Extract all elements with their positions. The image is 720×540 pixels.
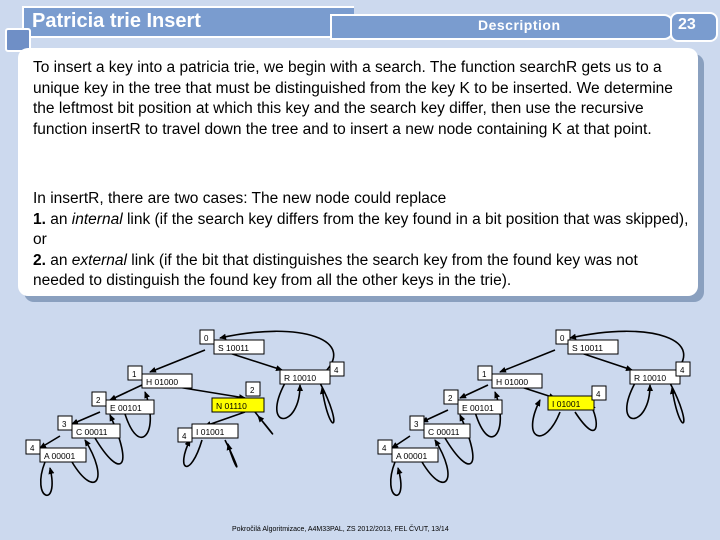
- svg-text:3: 3: [62, 420, 67, 429]
- svg-text:3: 3: [414, 420, 419, 429]
- case2-pre: an: [45, 251, 72, 269]
- right-node-E: [444, 390, 502, 414]
- svg-text:A 00001: A 00001: [44, 451, 76, 461]
- left-node-I: [178, 424, 238, 442]
- svg-text:R 10010: R 10010: [284, 373, 317, 383]
- case1-emphasis: internal: [71, 210, 123, 228]
- svg-text:2: 2: [448, 394, 453, 403]
- svg-text:4: 4: [596, 390, 601, 399]
- left-node-A: [26, 440, 86, 462]
- svg-text:I 01001: I 01001: [552, 399, 581, 409]
- right-trie: [378, 330, 690, 495]
- left-node-S: [200, 330, 264, 354]
- svg-text:S 10011: S 10011: [572, 343, 604, 353]
- svg-text:C 00011: C 00011: [76, 427, 108, 437]
- case1-number: 1.: [33, 210, 46, 228]
- paragraph-two-cases: [33, 189, 693, 292]
- title-underline: [22, 36, 352, 38]
- right-node-A: [378, 440, 438, 462]
- section-label: Description: [478, 17, 561, 33]
- svg-text:2: 2: [96, 396, 101, 405]
- svg-text:0: 0: [560, 334, 565, 343]
- case2-emphasis: external: [71, 251, 127, 269]
- svg-text:R 10010: R 10010: [634, 373, 667, 383]
- svg-text:4: 4: [30, 444, 35, 453]
- svg-text:C 00011: C 00011: [428, 427, 460, 437]
- svg-text:4: 4: [334, 366, 339, 375]
- cases-intro: In insertR, there are two cases: The new node could replace: [33, 190, 447, 207]
- case1-text: link (if the search key differs from the key found in a bit position that was skipped), or: [33, 210, 689, 248]
- footer-text: Pokročilá Algoritmizace, A4M33PAL, ZS 2012/2013, FEL ČVUT, 13/14: [232, 526, 449, 533]
- case1-pre: an: [45, 210, 72, 228]
- left-trie: [26, 330, 344, 495]
- right-node-R: [630, 362, 690, 384]
- svg-text:H 01000: H 01000: [496, 377, 529, 387]
- slide-title: Patricia trie Insert: [32, 10, 201, 32]
- svg-text:H 01000: H 01000: [146, 377, 179, 387]
- svg-text:1: 1: [482, 370, 487, 379]
- svg-text:4: 4: [182, 432, 187, 441]
- svg-text:S 10011: S 10011: [218, 343, 250, 353]
- svg-text:I 01001: I 01001: [196, 427, 225, 437]
- paragraph-insert-description: To insert a key into a patricia trie, we begin with a search. The function searchR gets us to a unique key in the tree that must be distinguished from the key K to be inserted. We determine the leftmost bit position at which this key and the search key differ, then use the recursive function insertR to travel down the tree and to insert a new node containing K at that point.: [33, 59, 673, 138]
- svg-text:E 00101: E 00101: [110, 403, 142, 413]
- svg-text:0: 0: [204, 334, 209, 343]
- left-node-E: [92, 392, 154, 414]
- svg-text:4: 4: [382, 444, 387, 453]
- right-node-S: [556, 330, 618, 354]
- right-node-I: [548, 386, 606, 410]
- svg-text:4: 4: [680, 366, 685, 375]
- patricia-trie-diagram: [0, 300, 720, 525]
- svg-text:2: 2: [250, 386, 255, 395]
- case2-number: 2.: [33, 251, 46, 269]
- svg-text:N 01110: N 01110: [216, 401, 247, 411]
- svg-text:1: 1: [132, 370, 137, 379]
- left-node-R: [280, 362, 344, 384]
- page-number: 23: [678, 16, 696, 33]
- svg-text:A 00001: A 00001: [396, 451, 428, 461]
- case2-text: link (if the bit that distinguishes the search key from the found key was not needed to distinguish the found key from all the other keys in the trie).: [33, 251, 638, 289]
- left-node-C: [58, 416, 120, 438]
- svg-text:E 00101: E 00101: [462, 403, 494, 413]
- right-node-C: [410, 416, 470, 438]
- left-node-H: [128, 366, 192, 388]
